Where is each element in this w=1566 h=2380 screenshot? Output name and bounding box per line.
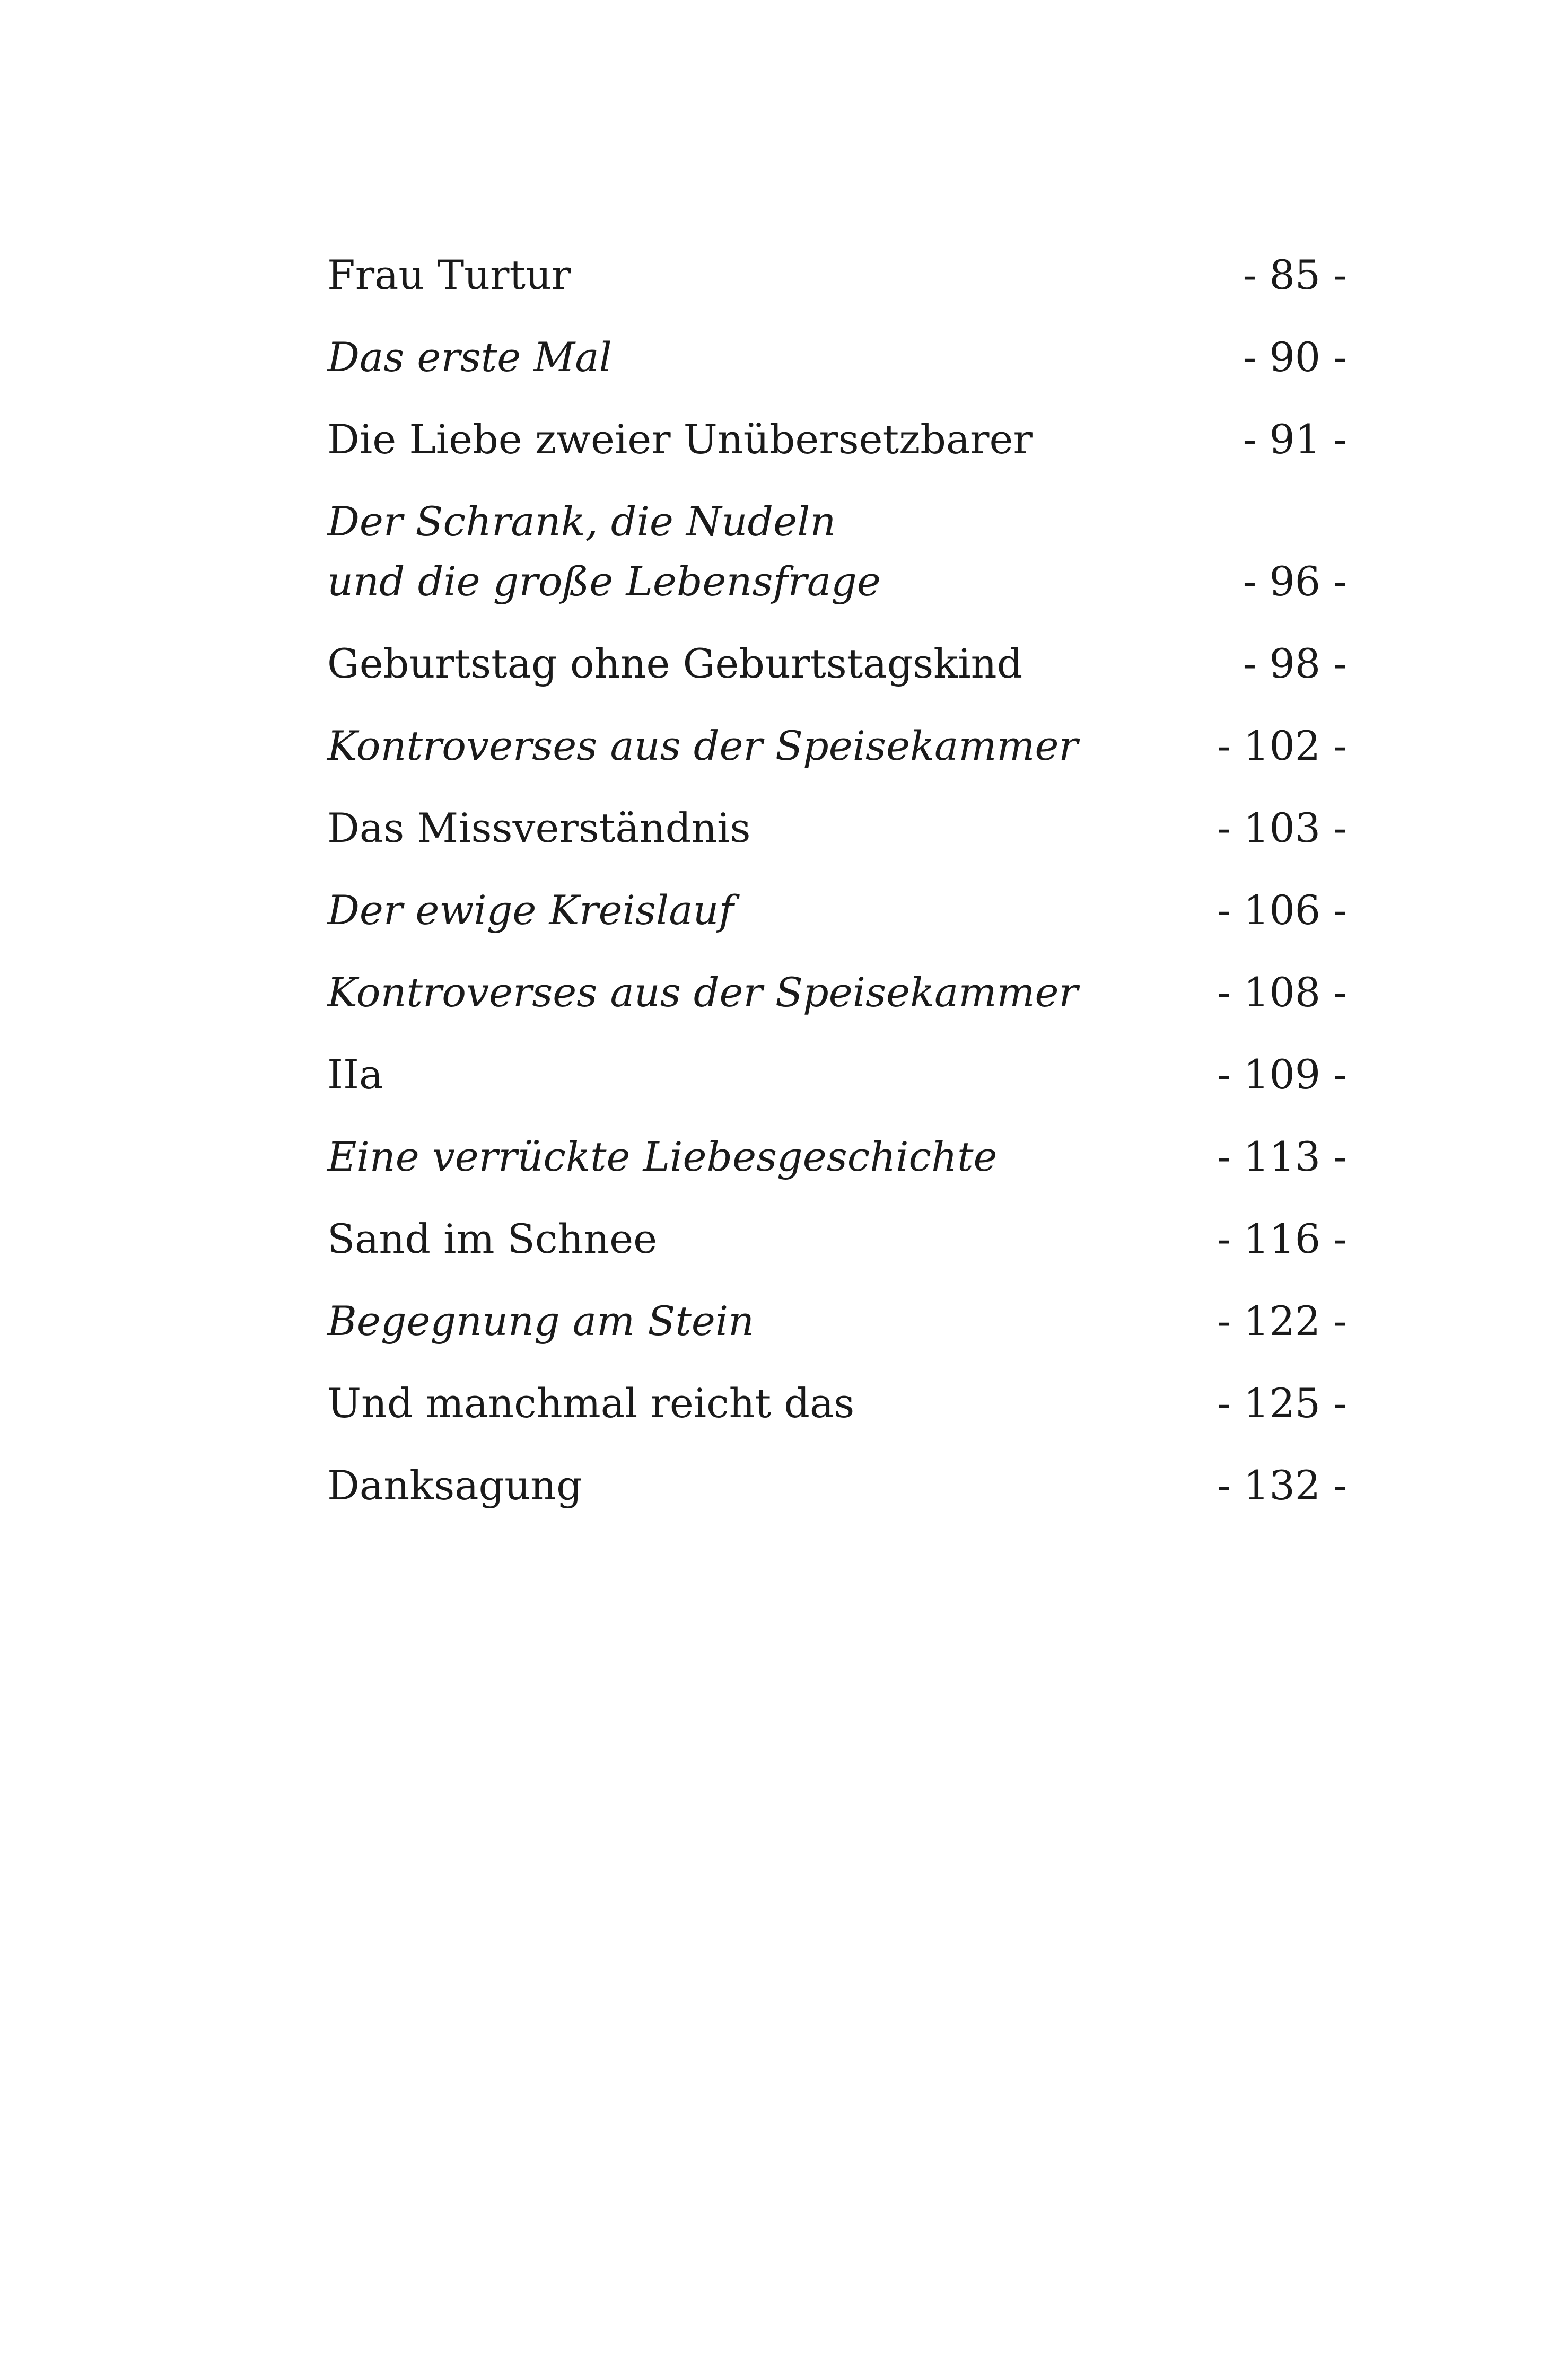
toc-entry-page: - 102 - xyxy=(1217,722,1347,769)
toc-entry-title: Kontroverses aus der Speisekammer xyxy=(327,969,1078,1016)
toc-entry-title: Eine verrückte Liebesgeschichte xyxy=(327,1133,998,1180)
toc-entry xyxy=(327,327,1347,387)
toc-entry-title: Und manchmal reicht das xyxy=(327,1380,855,1427)
toc-entry-title: Das Missverständnis xyxy=(327,804,751,851)
toc-entry-title: Das erste Mal xyxy=(327,333,612,381)
toc-entry xyxy=(327,1291,1347,1351)
toc-entry xyxy=(327,962,1347,1022)
toc-entry xyxy=(327,409,1347,469)
toc-entry xyxy=(327,634,1347,693)
toc-entry-title: Frau Turtur xyxy=(327,251,571,298)
toc-entry xyxy=(327,880,1347,940)
toc-entry xyxy=(327,1044,1347,1104)
toc-entry-page: - 109 - xyxy=(1217,1051,1347,1098)
toc-entry-page: - 122 - xyxy=(1217,1297,1347,1345)
toc-entry xyxy=(327,491,1347,611)
toc-entry-title: Der Schrank, die Nudeln und die große Lebensfrage xyxy=(327,498,881,605)
toc-entry xyxy=(327,1373,1347,1433)
toc-entry-page: - 98 - xyxy=(1243,640,1347,687)
toc-entry-page: - 132 - xyxy=(1217,1462,1347,1509)
toc-entry xyxy=(327,1127,1347,1187)
toc-entry xyxy=(327,716,1347,776)
toc-entry-title: Die Liebe zweier Unübersetzbarer xyxy=(327,416,1033,463)
toc-entry-page: - 108 - xyxy=(1217,969,1347,1016)
toc-entry-page: - 85 - xyxy=(1243,251,1347,298)
toc-entry-title: Sand im Schnee xyxy=(327,1215,658,1262)
toc-entry xyxy=(327,1455,1347,1515)
toc-entry-page: - 96 - xyxy=(1243,558,1347,605)
toc-entry-page: - 103 - xyxy=(1217,804,1347,851)
toc-entry-page: - 113 - xyxy=(1217,1133,1347,1180)
toc-entry-page: - 91 - xyxy=(1243,416,1347,463)
table-of-contents xyxy=(327,245,1347,1538)
toc-entry-title: IIa xyxy=(327,1051,383,1098)
toc-entry-title: Geburtstag ohne Geburtstagskind xyxy=(327,640,1023,687)
toc-entry-page: - 106 - xyxy=(1217,886,1347,934)
toc-entry-title: Begegnung am Stein xyxy=(327,1297,755,1345)
toc-entry xyxy=(327,245,1347,305)
toc-entry-page: - 125 - xyxy=(1217,1380,1347,1427)
toc-entry xyxy=(327,1209,1347,1269)
toc-entry-title: Danksagung xyxy=(327,1462,582,1509)
toc-entry xyxy=(327,798,1347,858)
toc-entry-page: - 90 - xyxy=(1243,333,1347,381)
toc-entry-page: - 116 - xyxy=(1217,1215,1347,1262)
toc-entry-title: Der ewige Kreislauf xyxy=(327,886,734,934)
toc-entry-title: Kontroverses aus der Speisekammer xyxy=(327,722,1078,769)
